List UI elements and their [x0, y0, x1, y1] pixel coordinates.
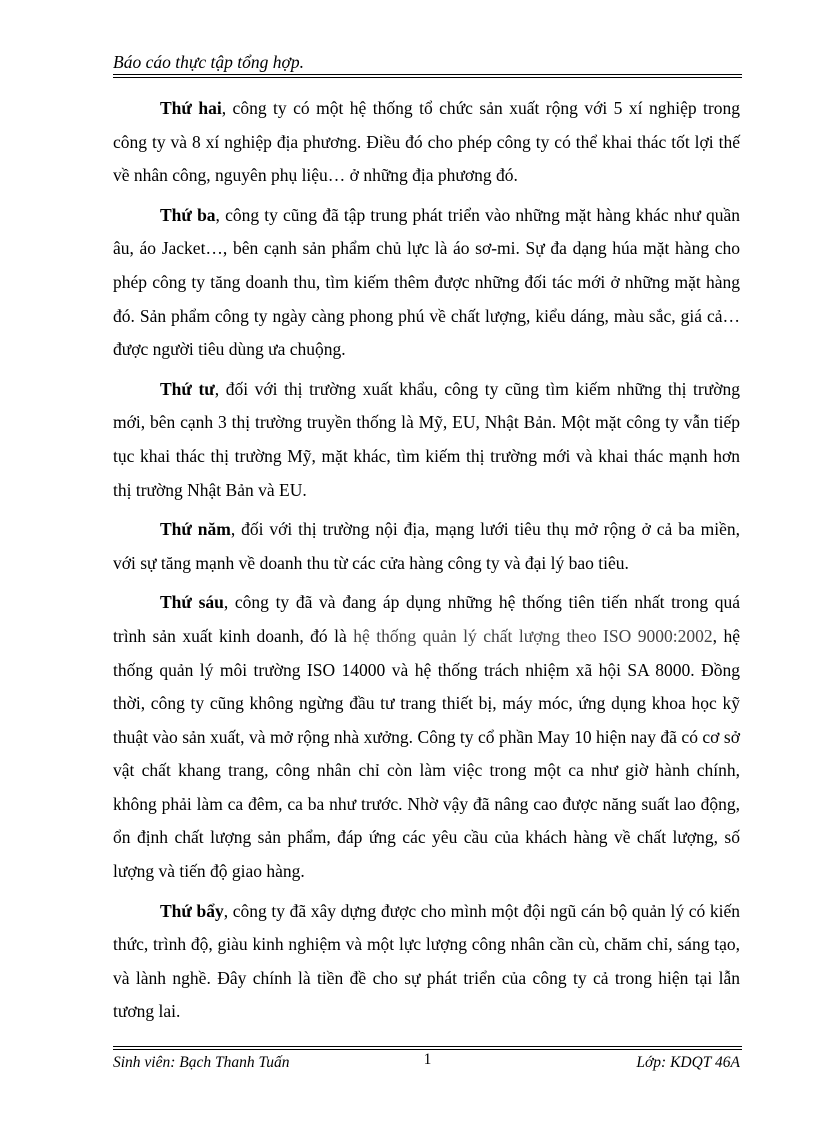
- footer-student: Sinh viên: Bạch Thanh Tuấn: [113, 1054, 290, 1071]
- header-rule-thin: [113, 77, 742, 78]
- paragraph-lead: Thứ sáu: [160, 592, 224, 613]
- paragraph-thu-tu: [113, 373, 740, 507]
- footer-rule: [113, 1049, 742, 1050]
- paragraph-lead: Thứ tư: [160, 378, 215, 399]
- paragraph-text: , đối với thị trường nội địa, mạng lưới tiêu thụ mở rộng ở cả ba miền, với sự tăng mạnh về doanh thu từ các cửa hàng công ty và đại lý bao tiêu.: [113, 519, 741, 573]
- header-title: Báo cáo thực tập tổng hợp.: [113, 52, 304, 72]
- paragraph-thu-sau: [113, 586, 740, 888]
- paragraph-text: , công ty cũng đã tập trung phát triển vào những mặt hàng khác như quần âu, áo Jacket…, bên cạnh sản phẩm chủ lực là áo sơ-mi. Sự đa dạng húa mặt hàng cho phép công ty tăng doanh thu, tìm kiếm thêm được những đối tác mới ở những mặt hàng đó. Sản phẩm công ty ngày càng phong phú về chất lượng, kiểu dáng, màu sắc, giá cả…được người tiêu dùng ưa chuộng.: [113, 204, 740, 360]
- page-footer: [113, 1046, 742, 1076]
- paragraph-lead: Thứ hai: [160, 98, 222, 118]
- page-number: 1: [423, 1051, 432, 1068]
- page-header: [113, 50, 742, 76]
- header-rule: [113, 74, 742, 75]
- paragraph-text: , công ty đã và đang áp dụng những hệ thống tiên tiến nhất trong quá trình sản xuất kinh doanh, đó là: [113, 592, 740, 646]
- document-body: [113, 92, 740, 1035]
- paragraph-lead: Thứ năm: [160, 519, 231, 540]
- paragraph-thu-hai: [113, 92, 740, 193]
- paragraph-thu-nam: [113, 513, 740, 580]
- paragraph-highlight: hệ thống quản lý chất lượng theo ISO 9000:2002: [353, 625, 713, 646]
- paragraph-thu-bay: [113, 895, 740, 1029]
- footer-class: Lớp: KDQT 46A: [636, 1054, 740, 1071]
- paragraph-text: , đối với thị trường xuất khẩu, công ty cũng tìm kiếm những thị trường mới, bên cạnh 3 thị trường truyền thống là Mỹ, EU, Nhật Bản. Một mặt công ty vẫn tiếp tục khai thác thị trường Mỹ, mặt khác, tìm kiếm thị trường mới và khai thác mạnh hơn thị trường Nhật Bản và EU.: [113, 378, 740, 500]
- paragraph-text: , công ty đã xây dựng được cho mình một đội ngũ cán bộ quản lý có kiến thức, trình độ, giàu kinh nghiệm và một lực lượng công nhân cần cù, chăm chỉ, sáng tạo, và lành nghề. Đây chính là tiền đề cho sự phát triển của công ty cả trong hiện tại lẫn tương lai.: [113, 900, 740, 1022]
- footer-rule-thin: [113, 1046, 742, 1047]
- paragraph-thu-ba: [113, 199, 740, 367]
- paragraph-lead: Thứ ba: [160, 204, 216, 225]
- paragraph-lead: Thứ bẩy: [160, 900, 224, 921]
- paragraph-text: , công ty có một hệ thống tổ chức sản xuất rộng với 5 xí nghiệp trong công ty và 8 xí nghiệp địa phương. Điều đó cho phép công ty có thể khai thác tốt lợi thế về nhân công, nguyên phụ liệu… ở những địa phương đó.: [113, 98, 740, 186]
- paragraph-text-continued: , hệ thống quản lý môi trường ISO 14000 và hệ thống trách nhiệm xã hội SA 8000. Đồng thời, công ty cũng không ngừng đầu tư trang thiết bị, máy móc, ứng dụng khoa học kỹ thuật vào sản xuất, và mở rộng nhà xưởng. Công ty cổ phần May 10 hiện nay đã có cơ sở vật chất khang trang, công nhân chỉ còn làm việc trong một ca như giờ hành chính, không phải làm ca đêm, ca ba như trước. Nhờ vậy đã nâng cao được năng suất lao động, ổn định chất lượng sản phẩm, đáp ứng các yêu cầu của khách hàng về chất lượng, số lượng và tiến độ giao hàng.: [113, 625, 740, 882]
